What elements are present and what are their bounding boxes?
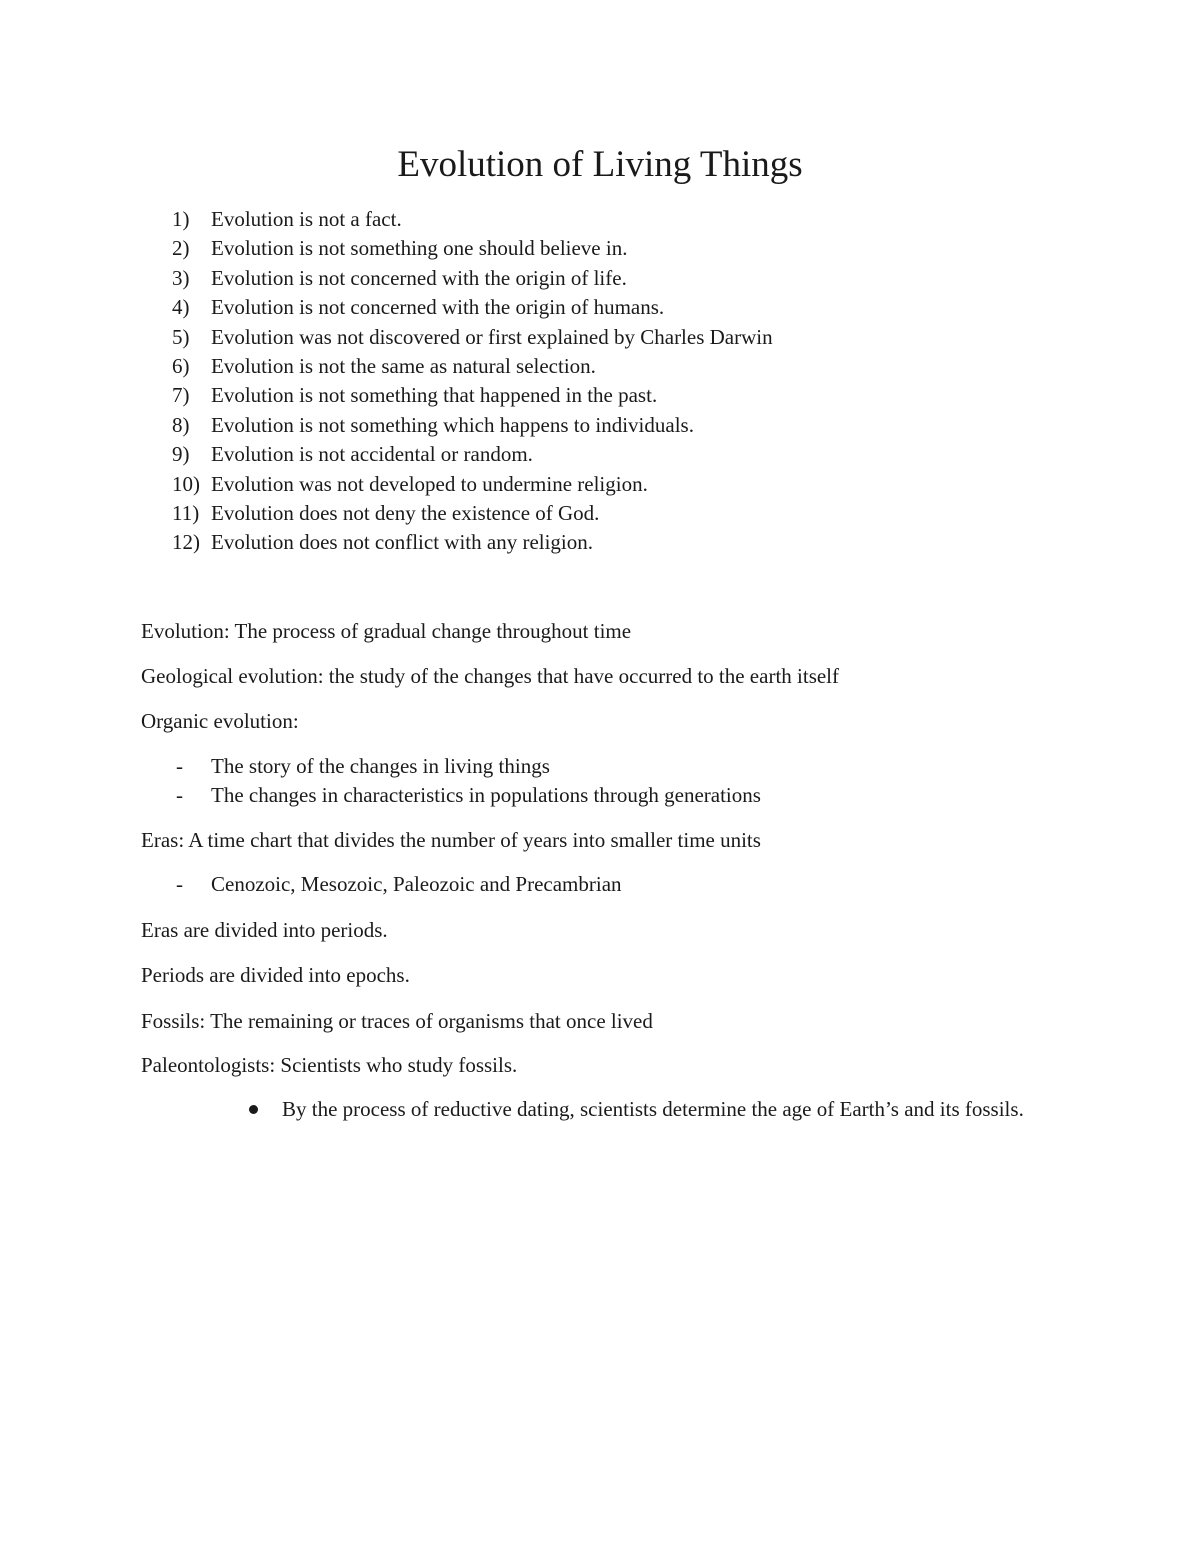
definition-geological-evolution: Geological evolution: the study of the changes that have occurred to the earth itself — [141, 664, 840, 688]
eras-periods-text: Eras are divided into periods. — [141, 918, 388, 942]
list-number: 7) — [172, 383, 190, 408]
list-number: 1) — [172, 207, 190, 231]
list-text: Evolution does not conflict with any religion. — [211, 530, 594, 555]
list-text: Evolution is not accidental or random. — [211, 442, 533, 467]
definition-paleontologists: Paleontologists: Scientists who study fossils. — [141, 1053, 518, 1077]
bullet-dot-icon — [249, 1105, 258, 1114]
paleontologists-bullet-text: By the process of reductive dating, scientists determine the age of Earth’s and its fossils. — [282, 1097, 1024, 1121]
list-text: Evolution does not deny the existence of God. — [211, 500, 600, 525]
list-number: 2) — [172, 236, 190, 261]
page-title: Evolution of Living Things — [397, 144, 803, 185]
list-text: Evolution is not something which happens to individuals. — [211, 412, 694, 437]
list-number: 6) — [172, 353, 190, 378]
list-text: Evolution is not concerned with the origin of life. — [211, 265, 627, 290]
list-number: 11) — [172, 500, 200, 525]
list-text: Evolution is not concerned with the origin of humans. — [211, 295, 665, 320]
list-number: 8) — [172, 412, 190, 437]
list-number: 10) — [172, 471, 200, 496]
list-number: 9) — [172, 442, 190, 467]
list-number: 4) — [172, 295, 190, 320]
definition-evolution: Evolution: The process of gradual change throughout time — [141, 619, 632, 643]
list-number: 12) — [172, 530, 200, 555]
list-text: Evolution is not something that happened in the past. — [211, 383, 658, 408]
list-number: 5) — [172, 324, 190, 349]
list-text: Evolution was not developed to undermine religion. — [211, 471, 648, 496]
definition-fossils: Fossils: The remaining or traces of organisms that once lived — [141, 1009, 653, 1033]
list-text: The changes in characteristics in populations through generations — [211, 783, 761, 807]
definition-organic-evolution: Organic evolution: — [141, 709, 299, 733]
list-text: Evolution is not something one should believe in. — [211, 236, 628, 261]
list-text: Evolution is not the same as natural selection. — [211, 353, 596, 378]
list-text: Evolution was not discovered or first explained by Charles Darwin — [211, 324, 773, 349]
list-text: Evolution is not a fact. — [211, 207, 402, 231]
list-number: 3) — [172, 265, 190, 290]
periods-epochs-text: Periods are divided into epochs. — [141, 963, 410, 987]
dash-marker: - — [176, 783, 183, 807]
list-text: The story of the changes in living things — [211, 754, 550, 778]
list-text: Cenozoic, Mesozoic, Paleozoic and Precambrian — [211, 872, 622, 896]
dash-marker: - — [176, 754, 183, 778]
dash-marker: - — [176, 872, 183, 896]
definition-eras: Eras: A time chart that divides the number of years into smaller time units — [141, 828, 761, 852]
